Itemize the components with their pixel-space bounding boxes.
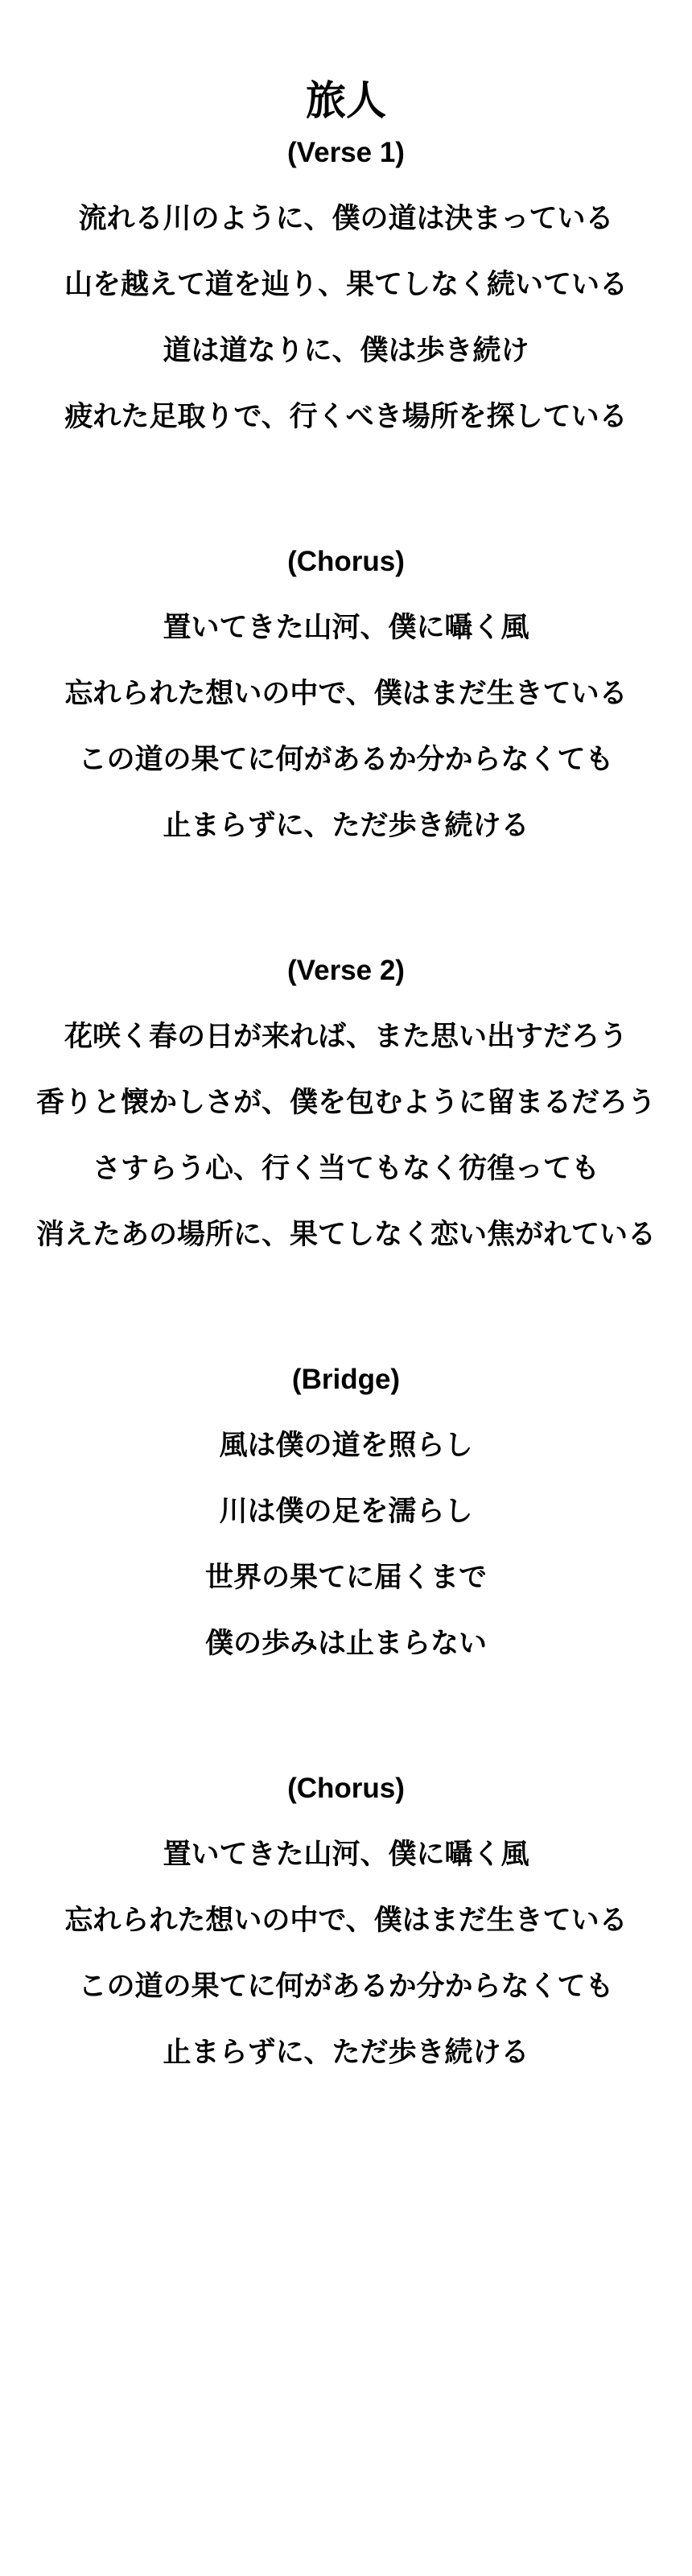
lyric-section <box>0 138 692 431</box>
lyric-line: 消えたあの場所に、果てしなく恋い焦がれている <box>35 1219 656 1250</box>
lyric-line: 忘れられた想いの中で、僕はまだ生きている <box>64 1905 628 1936</box>
lyric-line: 置いてきた山河、僕に囁く風 <box>163 612 529 643</box>
lyric-line: 置いてきた山河、僕に囁く風 <box>163 1839 529 1870</box>
lyric-line: この道の果てに何があるか分からなくても <box>78 1971 614 2002</box>
section-label: (Chorus) <box>287 546 405 577</box>
lyric-line: さすらう心、行く当てもなく彷徨っても <box>92 1153 599 1184</box>
lyric-line: 止まらずに、ただ歩き続ける <box>163 2037 529 2068</box>
lyric-section <box>0 1365 692 1657</box>
lyric-line: 僕の歩みは止まらない <box>204 1628 487 1659</box>
lyric-line: 香りと懐かしさが、僕を包むように留まるだろう <box>35 1087 656 1118</box>
page-title: 旅人 <box>306 78 386 123</box>
lyric-line: 山を越えて道を辿り、果てしなく続いている <box>64 269 628 300</box>
lyric-section <box>0 956 692 1249</box>
lyric-line: 疲れた足取りで、行くべき場所を探している <box>64 401 628 432</box>
lyric-line: 忘れられた想いの中で、僕はまだ生きている <box>64 678 628 709</box>
lyric-line: 川は僕の足を濡らし <box>219 1496 473 1527</box>
section-label: (Verse 1) <box>287 137 405 168</box>
section-label: (Bridge) <box>291 1364 401 1395</box>
lyrics-sections <box>0 138 692 2066</box>
section-label: (Chorus) <box>287 1773 405 1804</box>
lyric-line: 花咲く春の日が来れば、また思い出すだろう <box>64 1021 628 1052</box>
lyric-line: 風は僕の道を照らし <box>219 1430 473 1461</box>
lyric-line: 止まらずに、ただ歩き続ける <box>163 810 529 841</box>
lyric-line: この道の果てに何があるか分からなくても <box>78 744 614 775</box>
section-label: (Verse 2) <box>287 955 405 986</box>
lyric-section <box>0 547 692 840</box>
lyric-section <box>0 1774 692 2066</box>
lyric-line: 道は道なりに、僕は歩き続け <box>163 335 529 366</box>
lyric-line: 世界の果てに届くまで <box>204 1562 487 1593</box>
lyric-line: 流れる川のように、僕の道は決まっている <box>78 203 614 234</box>
